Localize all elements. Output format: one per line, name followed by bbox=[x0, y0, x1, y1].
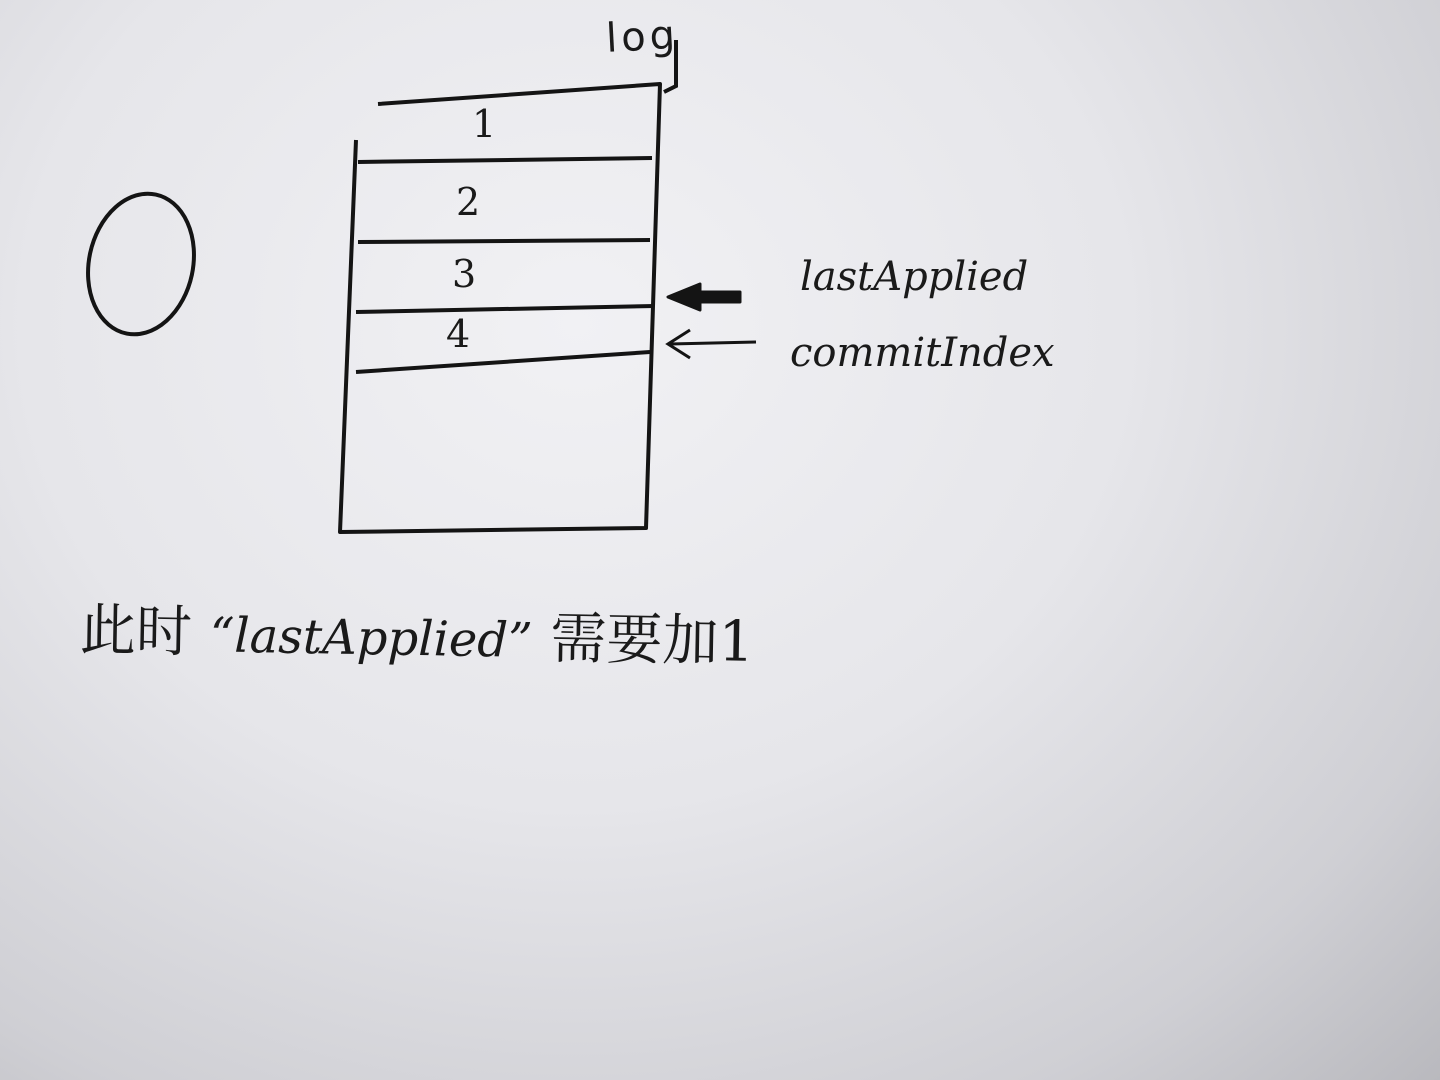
log-row-divider-2 bbox=[358, 240, 650, 242]
state-marker-circle bbox=[75, 184, 206, 345]
log-entry-2: 2 bbox=[456, 180, 481, 224]
commit-index-arrow-shaft bbox=[670, 342, 756, 344]
note-quoted: “lastApplied” bbox=[209, 607, 534, 670]
note-text bbox=[79, 586, 754, 678]
note-prefix: 此时 bbox=[79, 598, 193, 666]
log-row-divider-4 bbox=[356, 352, 650, 372]
log-entry-3: 3 bbox=[452, 252, 477, 296]
log-entry-4: 4 bbox=[446, 312, 471, 356]
log-entry-1: 1 bbox=[472, 102, 497, 146]
log-row-divider-3 bbox=[356, 306, 654, 312]
log-label: log bbox=[604, 12, 681, 62]
note-suffix: 需要加1 bbox=[549, 606, 755, 675]
last-applied-arrow bbox=[668, 284, 740, 310]
last-applied-label: lastApplied bbox=[800, 254, 1029, 300]
log-row-divider-1 bbox=[358, 158, 652, 162]
commit-index-label: commitIndex bbox=[790, 330, 1055, 376]
